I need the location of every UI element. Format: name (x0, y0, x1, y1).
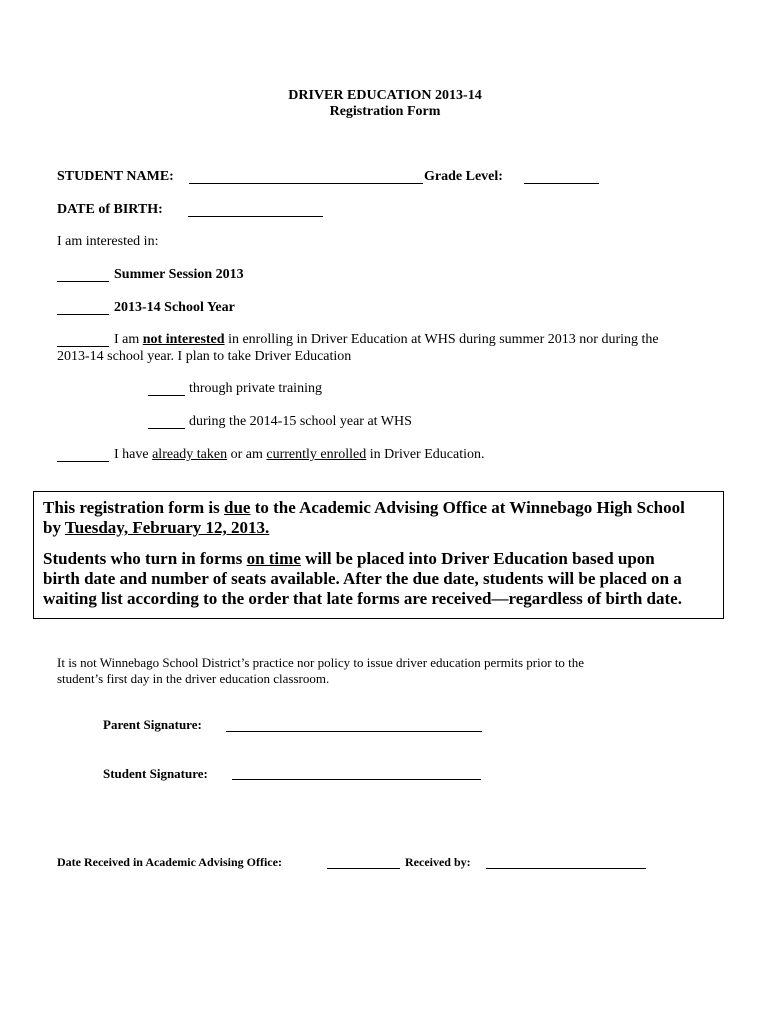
policy-line-1: It is not Winnebago School District’s practice nor policy to issue driver education permits prior to the (57, 655, 585, 670)
policy-line-2: student’s first day in the driver education classroom. (57, 671, 330, 686)
received-by-field[interactable] (486, 868, 646, 869)
later-school-year-option: during the 2014-15 school year at WHS (189, 414, 412, 429)
currently-enrolled-emphasis: currently enrolled (266, 447, 367, 462)
summer-session-option: Summer Session 2013 (114, 267, 244, 282)
date-of-birth-field[interactable] (188, 216, 323, 217)
already-taken-post: in Driver Education. (369, 447, 485, 462)
notice-line-5: waiting list according to the order that late forms are received—regardless of birth date. (43, 589, 682, 608)
notice-line-2 (43, 518, 269, 538)
private-training-option: through private training (189, 381, 322, 396)
already-taken-mid: or am (230, 447, 263, 462)
student-name-label: STUDENT NAME: (57, 169, 174, 184)
student-name-field[interactable] (189, 183, 423, 184)
summer-session-blank[interactable] (57, 281, 109, 282)
notice-due: due (224, 498, 251, 517)
notice-line-4: birth date and number of seats available. After the due date, students will be placed on a (43, 569, 682, 588)
date-of-birth-label: DATE of BIRTH: (57, 202, 163, 217)
form-title: DRIVER EDUCATION 2013-14 (288, 88, 482, 103)
parent-signature-label: Parent Signature: (103, 717, 202, 732)
interest-intro: I am interested in: (57, 234, 159, 249)
date-received-label: Date Received in Academic Advising Office: (57, 855, 282, 869)
school-year-option: 2013-14 School Year (114, 300, 235, 315)
grade-level-field[interactable] (524, 183, 599, 184)
student-signature-field[interactable] (232, 779, 481, 780)
notice-line-1-pre: This registration form is (43, 498, 220, 517)
not-interested-post: in enrolling in Driver Education at WHS during summer 2013 nor during the (228, 332, 659, 347)
notice-due-date: Tuesday, February 12, 2013. (64, 518, 270, 537)
already-taken-emphasis: already taken (152, 447, 228, 462)
already-taken-blank[interactable] (57, 461, 109, 462)
not-interested-blank[interactable] (57, 346, 109, 347)
already-taken-text (114, 447, 484, 463)
student-signature-label: Student Signature: (103, 766, 208, 781)
not-interested-pre: I am (114, 332, 140, 347)
notice-line-3-pre: Students who turn in forms (43, 549, 243, 568)
notice-on-time: on time (246, 549, 301, 568)
notice-line-3-post: will be placed into Driver Education based upon (305, 549, 655, 568)
form-subtitle: Registration Form (329, 104, 441, 119)
not-interested-line2: 2013-14 school year. I plan to take Driver Education (57, 349, 352, 364)
date-received-field[interactable] (327, 868, 400, 869)
due-date-notice-box (33, 491, 724, 619)
received-by-label: Received by: (405, 855, 471, 869)
notice-line-2-pre: by (43, 518, 61, 537)
parent-signature-field[interactable] (226, 731, 482, 732)
private-training-blank[interactable] (148, 395, 185, 396)
notice-line-1 (43, 498, 685, 518)
not-interested-emphasis: not interested (142, 332, 225, 347)
later-school-year-blank[interactable] (148, 428, 185, 429)
notice-line-1-post: to the Academic Advising Office at Winnebago High School (254, 498, 685, 517)
notice-line-3 (43, 549, 655, 569)
grade-level-label: Grade Level: (424, 169, 503, 184)
already-taken-pre: I have (114, 447, 149, 462)
school-year-blank[interactable] (57, 314, 109, 315)
not-interested-text (114, 332, 659, 348)
